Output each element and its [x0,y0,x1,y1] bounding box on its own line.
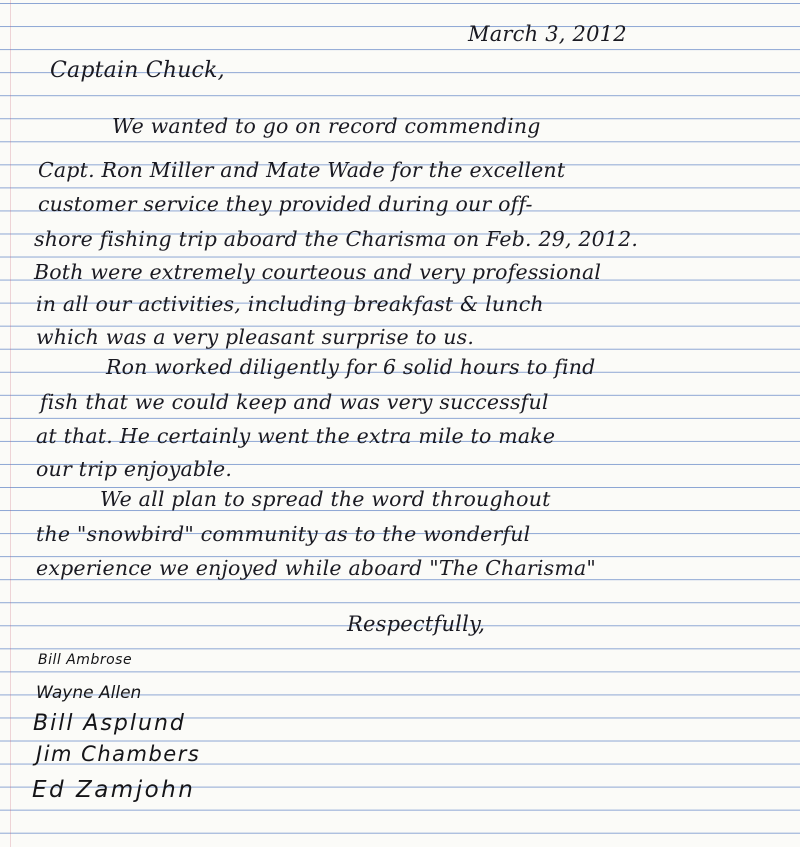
body-line-2: Capt. Ron Miller and Mate Wade for the excellent [38,158,566,182]
signature-4: Jim Chambers [36,742,201,766]
body-line-8: Ron worked diligently for 6 solid hours to find [106,355,596,379]
signature-5: Ed Zamjohn [32,777,196,803]
body-line-9: fish that we could keep and was very successful [40,390,549,414]
body-line-1: We wanted to go on record commending [112,114,541,138]
margin-line [10,0,11,847]
body-line-11: our trip enjoyable. [36,457,233,481]
salutation: Captain Chuck, [50,58,225,83]
signature-2: Wayne Allen [36,683,142,703]
body-line-13: the "snowbird" community as to the wonderful [36,522,531,546]
body-line-14: experience we enjoyed while aboard "The Charisma" [36,556,597,580]
signature-1: Bill Ambrose [38,652,133,668]
body-line-6: in all our activities, including breakfast & lunch [36,292,544,316]
body-line-3: customer service they provided during our off- [38,192,533,216]
signature-3: Bill Asplund [33,711,186,736]
body-line-7: which was a very pleasant surprise to us. [36,325,475,349]
body-line-10: at that. He certainly went the extra mile to make [36,424,556,448]
body-line-5: Both were extremely courteous and very professional [34,260,602,284]
closing: Respectfully, [347,612,486,636]
body-line-4: shore fishing trip aboard the Charisma on Feb. 29, 2012. [34,227,639,251]
letter-date: March 3, 2012 [468,22,627,46]
body-line-12: We all plan to spread the word throughout [100,487,551,511]
